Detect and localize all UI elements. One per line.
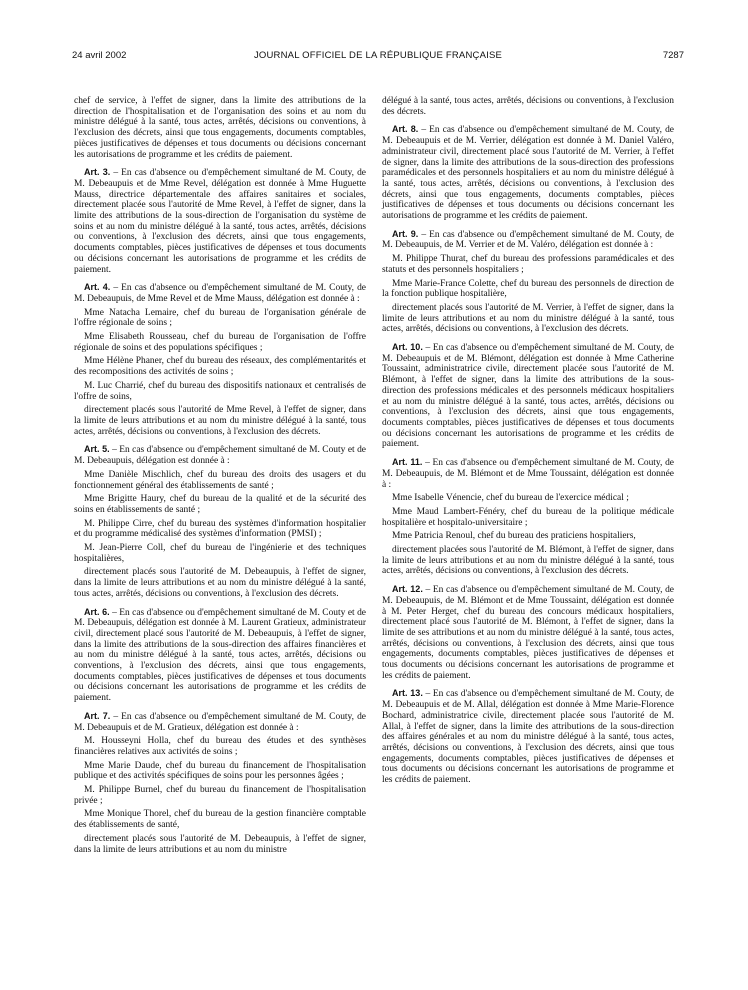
body-paragraph — [382, 96, 674, 117]
article-paragraph — [382, 457, 674, 490]
paragraph-text: – En cas d'absence ou d'empêchement simultané de M. Couty, de M. Debeaupuis et de M. Verrier, délégation est donnée à M. Daniel Valéro, administrateur civil, directement placé sous l'autorité de M. Verrier, à l'effet de signer, dans la limite des attributions de la sous-direction des professions paramédicales et des personnels hospitaliers et au nom du ministre délégué à la santé, tous actes, arrêtés, décisions ou conventions, à l'exclusion des décrets, ainsi que tous engagements, documents comptables, pièces justificatives de dépenses et tous documents ou décisions concernant les autorisations de programme et les crédits de paiement. — [382, 125, 674, 222]
paragraph-text: – En cas d'absence ou d'empêchement simultané de M. Couty, de M. Debeaupuis et de M. Gratieux, délégation est donnée à : — [74, 711, 366, 733]
body-paragraph — [382, 279, 674, 300]
body-paragraph — [74, 470, 366, 491]
paragraph-text: chef de service, à l'effet de signer, dans la limite des attributions de la direction de l'hospitalisation et de l'organisation des soins et au nom du ministre délégué à la santé, tous actes, arrêtés, décisions ou conventions, à l'exclusion des décrets, ainsi que tous engagements, documents comptables, pièces justificatives de dépenses et tous documents ou décisions concernant les autorisations de programme et les crédits de paiement. — [74, 96, 366, 160]
paragraph-text: Mme Isabelle Vénencie, chef du bureau de l'exercice médical ; — [392, 493, 629, 504]
body-paragraph — [382, 545, 674, 577]
article-paragraph — [382, 124, 674, 221]
page-header — [72, 50, 684, 64]
page-number: 7287 — [662, 50, 684, 61]
body-paragraph — [74, 96, 366, 160]
paragraph-text: Mme Hélène Phaner, chef du bureau des réseaux, des complémentarités et des recompositions des activités de soins ; — [74, 356, 366, 378]
paragraph-text: M. Housseyni Holla, chef du bureau des études et des synthèses financières relatives aux activités de soins ; — [74, 736, 366, 757]
paragraph-text: – En cas d'absence ou d'empêchement simultané de M. Couty, de M. Debeaupuis et de Mme Revel, délégation est donnée à Mme Huguette Mauss, directrice départementale des affaires sanitaires et sociales, directement placée sous l'autorité de Mme Revel, à l'effet de signer, dans la limite des attributions de la sous-direction de l'organisation du système de soins et au nom du ministre délégué à la santé, tous actes, arrêtés, décisions ou conventions, à l'exclusion des décrets, ainsi que tous engagements, documents comptables, pièces justificatives de dépenses et tous documents ou décisions concernant les autorisations de programme et les crédits de paiement. — [74, 168, 366, 275]
body-paragraph — [382, 303, 674, 335]
article-number: Art. 13. — [392, 688, 423, 699]
body-paragraph — [74, 356, 366, 377]
body-paragraph — [382, 531, 674, 542]
paragraph-text: – En cas d'absence ou d'empêchement simultané de M. Couty, de M. Debeaupuis, de M. Verrier et de M. Valéro, délégation est donnée à : — [382, 229, 674, 251]
paragraph-text: directement placés sous l'autorité de M. Verrier, à l'effet de signer, dans la limite de leurs attributions et au nom du ministre délégué à la santé, tous actes, arrêtés, décisions ou conventions, à l'exclusion des décrets. — [382, 302, 674, 335]
body-paragraph — [382, 493, 674, 504]
article-number: Art. 11. — [392, 457, 423, 468]
body-paragraph — [74, 405, 366, 437]
article-paragraph — [74, 607, 366, 704]
article-number: Art. 7. — [84, 710, 111, 721]
article-paragraph — [74, 282, 366, 304]
article-number: Art. 9. — [392, 228, 419, 239]
body-paragraph — [382, 254, 674, 275]
article-number: Art. 5. — [84, 444, 110, 455]
paragraph-text: Mme Brigitte Haury, chef du bureau de la qualité et de la sécurité des soins en établissements de santé ; — [74, 494, 366, 515]
paragraph-text: Mme Marie-France Colette, chef du bureau des personnels de direction de la fonction publique hospitalière, — [382, 278, 674, 300]
body-paragraph — [74, 519, 366, 540]
paragraph-text: Mme Monique Thorel, chef du bureau de la gestion financière comptable des établissements de santé, — [74, 809, 366, 831]
article-paragraph — [382, 342, 674, 450]
body-paragraph — [382, 507, 674, 528]
paragraph-text: – En cas d'absence ou d'empêchement simultané de M. Couty, de M. Debeaupuis, de M. Blémont et de Mme Toussaint, délégation est donnée à : — [382, 458, 675, 490]
right-column — [382, 96, 674, 786]
paragraph-text: Mme Marie Daude, chef du bureau du financement de l'hospitalisation publique et des activités spécifiques de soins pour les personnes âgées ; — [74, 760, 366, 782]
paragraph-text: Mme Danièle Mischlich, chef du bureau des droits des usagers et du fonctionnement général des établissements de santé ; — [74, 469, 366, 491]
body-paragraph — [74, 543, 366, 564]
paragraph-text: Mme Natacha Lemaire, chef du bureau de l'organisation générale de l'offre régionale de soins ; — [74, 307, 366, 329]
body-paragraph — [74, 834, 366, 855]
body-paragraph — [74, 494, 366, 515]
paragraph-text: délégué à la santé, tous actes, arrêtés, décisions ou conventions, à l'exclusion des décrets. — [382, 96, 674, 117]
paragraph-text: Mme Elisabeth Rousseau, chef du bureau de l'organisation de l'offre régionale de soins et des populations spécifiques ; — [74, 332, 366, 353]
paragraph-text: M. Philippe Cirre, chef du bureau des systèmes d'information hospitalier et du programme médicalisé des systèmes d'information (PMSI) ; — [74, 518, 366, 540]
article-number: Art. 10. — [392, 342, 423, 353]
article-paragraph — [74, 444, 366, 466]
paragraph-text: – En cas d'absence ou d'empêchement simultané de M. Couty et de M. Debeaupuis, délégation est donnée à : — [74, 445, 366, 467]
article-paragraph — [74, 167, 366, 275]
body-paragraph — [74, 308, 366, 329]
paragraph-text: directement placés sous l'autorité de M. Debeaupuis, à l'effet de signer, dans la limite de leurs attributions et au nom du ministre — [74, 833, 366, 855]
article-number: Art. 3. — [84, 167, 111, 178]
article-number: Art. 4. — [84, 282, 111, 293]
paragraph-text: directement placés sous l'autorité de M. Debeaupuis, à l'effet de signer, dans la limite de leurs attributions et au nom du ministre délégué à la santé, tous actes, arrêtés, décisions ou conventions, à l'exclusion des décrets. — [74, 567, 366, 599]
paragraph-text: – En cas d'absence ou d'empêchement simultané de M. Couty, de M. Debeaupuis et de M. Allal, délégation est donnée à Mme Marie-Florence Bochard, administratrice civile, directement placée sous l'autorité de M. Allal, à l'effet de signer, dans la limite des attributions de la sous-direction des affaires générales et au nom du ministre délégué à la santé, tous actes, arrêtés, décisions ou conventions, à l'exclusion des décrets, ainsi que tous engagements, documents comptables, pièces justificatives de dépenses et tous documents ou décisions concernant les autorisations de programme et les crédits de paiement. — [382, 689, 674, 786]
body-paragraph — [74, 567, 366, 599]
paragraph-text: Mme Patricia Renoul, chef du bureau des praticiens hospitaliers, — [392, 531, 636, 542]
paragraph-text: – En cas d'absence ou d'empêchement simultané de M. Couty, de M. Debeaupuis, de M. Blémont et de Mme Toussaint, délégation est donnée à M. Peter Herget, chef du bureau des concours médicaux hospitaliers, directement placé sous l'autorité de M. Blémont, à l'effet de signer, dans la limite de ses attributions et au nom du ministre délégué à la santé, tous actes, arrêtés, décisions ou conventions, à l'exclusion des décrets, ainsi que tous engagements, documents comptables, pièces justificatives de dépenses et tous documents ou décisions concernant les autorisations de programme et les crédits de paiement. — [382, 585, 674, 681]
journal-title: JOURNAL OFFICIEL DE LA RÉPUBLIQUE FRANÇAISE — [253, 50, 503, 61]
article-paragraph — [382, 229, 674, 251]
body-paragraph — [74, 736, 366, 757]
paragraph-text: M. Luc Charrié, chef du bureau des dispositifs nationaux et centralisés de l'offre de soins, — [74, 380, 366, 402]
paragraph-text: – En cas d'absence ou d'empêchement simultané de M. Couty, de M. Debeaupuis et de M. Blémont, délégation est donnée à Mme Catherine Toussaint, administratrice civile, directement placée sous l'autorité de M. Blémont, à l'effet de signer, dans la limite des attributions de la sous-direction des professions médicales et des personnels médicaux hospitaliers et au nom du ministre délégué à la santé, tous actes, arrêtés, décisions ou conventions, à l'exclusion des décrets, ainsi que tous engagements, documents comptables, pièces justificatives de dépenses et tous documents ou décisions concernant les autorisations de programme et les crédits de paiement. — [382, 343, 674, 450]
body-paragraph — [74, 785, 366, 806]
paragraph-text: directement placées sous l'autorité de M. Blémont, à l'effet de signer, dans la limite de leurs attributions et au nom du ministre délégué à la santé, tous actes, arrêtés, décisions ou conventions, à l'exclusion des décrets. — [382, 545, 674, 577]
article-number: Art. 12. — [392, 584, 423, 595]
article-number: Art. 8. — [392, 124, 419, 135]
article-number: Art. 6. — [84, 606, 110, 617]
article-paragraph — [382, 688, 674, 785]
paragraph-text: M. Jean-Pierre Coll, chef du bureau de l'ingénierie et des techniques hospitalières, — [74, 543, 366, 564]
paragraph-text: M. Philippe Thurat, chef du bureau des professions paramédicales et des statuts et des personnels hospitaliers ; — [382, 254, 674, 275]
paragraph-text: directement placés sous l'autorité de Mme Revel, à l'effet de signer, dans la limite de leurs attributions et au nom du ministre délégué à la santé, tous actes, arrêtés, décisions ou conventions, à l'exclusion des décrets. — [74, 405, 366, 437]
paragraph-text: – En cas d'absence ou d'empêchement simultané de M. Couty et de M. Debeaupuis, délégation est donnée à M. Laurent Gratieux, administrateur civil, directement placé sous l'autorité de M. Debeaupuis, à l'effet de signer, dans la limite des attributions de la sous-direction des affaires financières et au nom du ministre délégué à la santé, tous actes, arrêtés, décisions ou conventions, à l'exclusion des décrets, ainsi que tous engagements, documents comptables, pièces justificatives de dépenses et tous documents ou décisions concernant les autorisations de programme et les crédits de paiement. — [74, 607, 366, 704]
paragraph-text: Mme Maud Lambert-Fénéry, chef du bureau de la politique médicale hospitalière et hospitalo-universitaire ; — [382, 506, 674, 528]
article-paragraph — [382, 584, 674, 681]
body-paragraph — [74, 332, 366, 353]
paragraph-text: M. Philippe Burnel, chef du bureau du financement de l'hospitalisation privée ; — [74, 785, 366, 806]
paragraph-text: – En cas d'absence ou d'empêchement simultané de M. Couty, de M. Debeaupuis, de Mme Revel et de Mme Mauss, délégation est donnée à : — [74, 283, 366, 304]
left-column — [74, 96, 366, 855]
body-paragraph — [74, 761, 366, 782]
article-paragraph — [74, 711, 366, 733]
publication-date: 24 avril 2002 — [72, 50, 127, 61]
body-paragraph — [74, 809, 366, 830]
body-paragraph — [74, 381, 366, 402]
